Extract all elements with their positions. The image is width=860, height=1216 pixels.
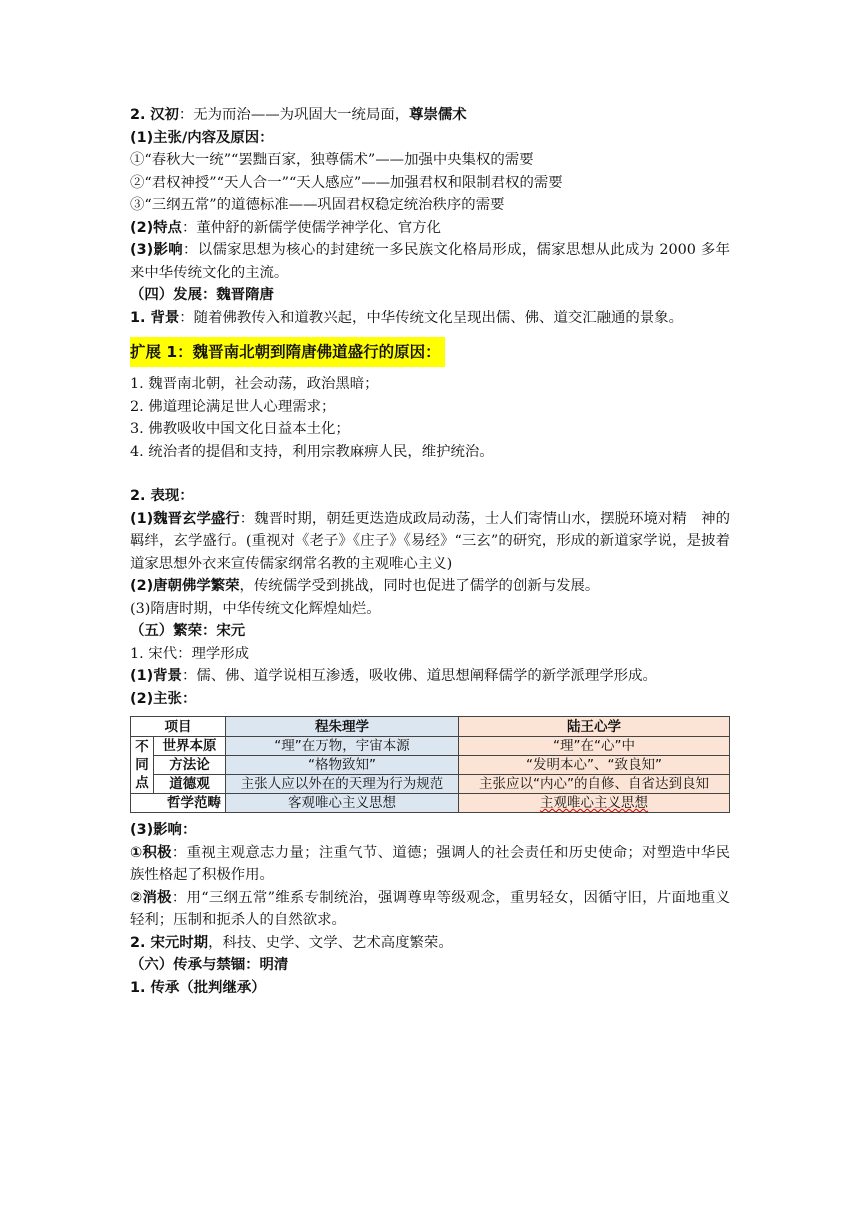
comparison-table: [130, 716, 730, 813]
header-chengzhu: 程朱理学: [226, 717, 459, 737]
sec6-heading: （六）传承与禁锢：明清: [130, 957, 289, 973]
positive-text: ：重视主观意志力量；注重气节、道德；强调人的社会责任和历史使命；对塑造中华民族性格起了积极作用。: [130, 844, 730, 883]
song-yuan-label: 2. 宋元时期: [130, 934, 209, 951]
row-item: 哲学范畴: [131, 794, 226, 813]
sec4-background: [130, 307, 730, 330]
han-heading: [130, 104, 730, 127]
negative-label: ②消极: [130, 889, 172, 906]
han-impact-text: ：以儒家思想为核心的封建统一多民族文化格局形成，儒家思想从此成为 2000 多年来中华传统文化的主流。: [130, 242, 730, 281]
header-luwang: 陆王心学: [459, 717, 730, 737]
sec4-bg-text: ：随着佛教传入和道教兴起，中华传统文化呈现出儒、佛、道交汇融通的景象。: [179, 309, 683, 326]
row-chengzhu: “理”在万物，宇宙本源: [226, 737, 459, 756]
sec5-bg-label: (1)背景: [130, 668, 182, 684]
xuanxue-label: (1)魏晋玄学盛行: [130, 510, 240, 527]
negative-impact: [130, 887, 730, 932]
han-impact-label: (3)影响: [130, 242, 183, 258]
han-bold-tail: 尊崇儒术: [409, 107, 467, 123]
sui-tang-line: (3)隋唐时期，中华传统文化辉煌灿烂。: [130, 600, 381, 617]
sec5-claim-heading: (2)主张：: [130, 690, 197, 707]
xuanxue-text: ：魏晋时期，朝廷更迭造成政局动荡，士人们寄情山水，摆脱环境对精 神的羁绊，玄学盛行。(重视对《老子》《庄子》《易经》“三玄”的研究，形成的新道家学说，是披着道家思想外衣来宣传儒家纲常名教的主观唯心主义): [130, 510, 730, 572]
song-yuan-line: [130, 932, 730, 955]
spacer: [130, 463, 730, 485]
han-point-3: ③“三纲五常”的道德标准——巩固君权稳定统治秩序的需要: [130, 197, 505, 213]
ext1-reason-1: 1. 魏晋南北朝，社会动荡，政治黑暗；: [130, 376, 379, 392]
han-claims-heading: (1)主张/内容及原因：: [130, 129, 274, 146]
sec6-inherit: 1. 传承（批判继承）: [130, 979, 266, 996]
row-item: 方法论: [154, 756, 226, 775]
positive-label: ①积极: [130, 844, 172, 861]
han-point-2: ②“君权神授”“天人合一”“天人感应”——加强君权和限制君权的需要: [130, 174, 563, 191]
document-page: [130, 104, 730, 999]
buddhism-label: (2)唐朝佛学繁荣: [130, 578, 240, 594]
sec4-heading: （四）发展：魏晋隋唐: [130, 287, 274, 303]
ext1-reason-2: 2. 佛道理论满足世人心理需求；: [130, 398, 336, 415]
song-line: 1. 宋代：理学形成: [130, 645, 250, 662]
row-luwang: 主张应以“内心”的自修、自省达到良知: [459, 775, 730, 794]
table-row: [131, 794, 730, 813]
sec5-background: [130, 665, 730, 688]
side-label-different: [131, 737, 154, 794]
row-luwang: “发明本心”、“致良知”: [459, 756, 730, 775]
table-row: [131, 775, 730, 794]
positive-impact: [130, 842, 730, 887]
row-luwang: “理”在“心”中: [459, 737, 730, 756]
han-trait-text: ：董仲舒的新儒学使儒学神学化、官方化: [181, 219, 441, 236]
row-chengzhu: 客观唯心主义思想: [226, 794, 459, 813]
han-trait: [130, 217, 730, 240]
han-number: 2.: [130, 107, 146, 123]
buddhism-paragraph: [130, 575, 730, 598]
table-row: [131, 737, 730, 756]
extension-1-title: 扩展 1：魏晋南北朝到隋唐佛道盛行的原因：: [130, 337, 445, 367]
header-item: 项目: [131, 717, 226, 737]
row-chengzhu: “格物致知”: [226, 756, 459, 775]
song-yuan-text: ，科技、史学、文学、艺术高度繁荣。: [208, 934, 453, 951]
han-point-1: ①“春秋大一统”“罢黜百家，独尊儒术”——加强中央集权的需要: [130, 152, 534, 168]
negative-text: ：用“三纲五常”维系专制统治，强调尊卑等级观念，重男轻女，因循守旧，片面地重义轻利；压制和扼杀人的自然欲求。: [130, 889, 731, 928]
han-label: 汉初: [150, 107, 179, 123]
xuanxue-paragraph: [130, 508, 730, 576]
han-trait-label: (2)特点: [130, 219, 182, 236]
sec5-heading: （五）繁荣：宋元: [130, 623, 246, 639]
sec5-impact-heading: (3)影响：: [130, 822, 197, 838]
han-impact: [130, 239, 730, 284]
ext1-reason-4: 4. 统治者的提倡和支持，利用宗教麻痹人民，维护统治。: [130, 443, 494, 460]
ext1-reason-3: 3. 佛教吸收中国文化日益本土化；: [130, 421, 350, 437]
han-text: ：无为而治——为巩固大一统局面，: [178, 107, 410, 123]
table-row: [131, 756, 730, 775]
row-item: 世界本原: [154, 737, 226, 756]
sec5-bg-text: ：儒、佛、道学说相互渗透，吸收佛、道思想阐释儒学的新学派理学形成。: [181, 668, 657, 684]
side-label-text: 不同点: [135, 739, 149, 791]
sec4-bg-label: 1. 背景: [130, 309, 180, 326]
table-header-row: [131, 717, 730, 737]
row-item: 道德观: [154, 775, 226, 794]
row-luwang: 主观唯心主义思想: [459, 794, 730, 813]
sec4-show-heading: 2. 表现：: [130, 488, 194, 504]
buddhism-text: ，传统儒学受到挑战，同时也促进了儒学的创新与发展。: [239, 578, 600, 594]
row-chengzhu: 主张人应以外在的天理为行为规范: [226, 775, 459, 794]
